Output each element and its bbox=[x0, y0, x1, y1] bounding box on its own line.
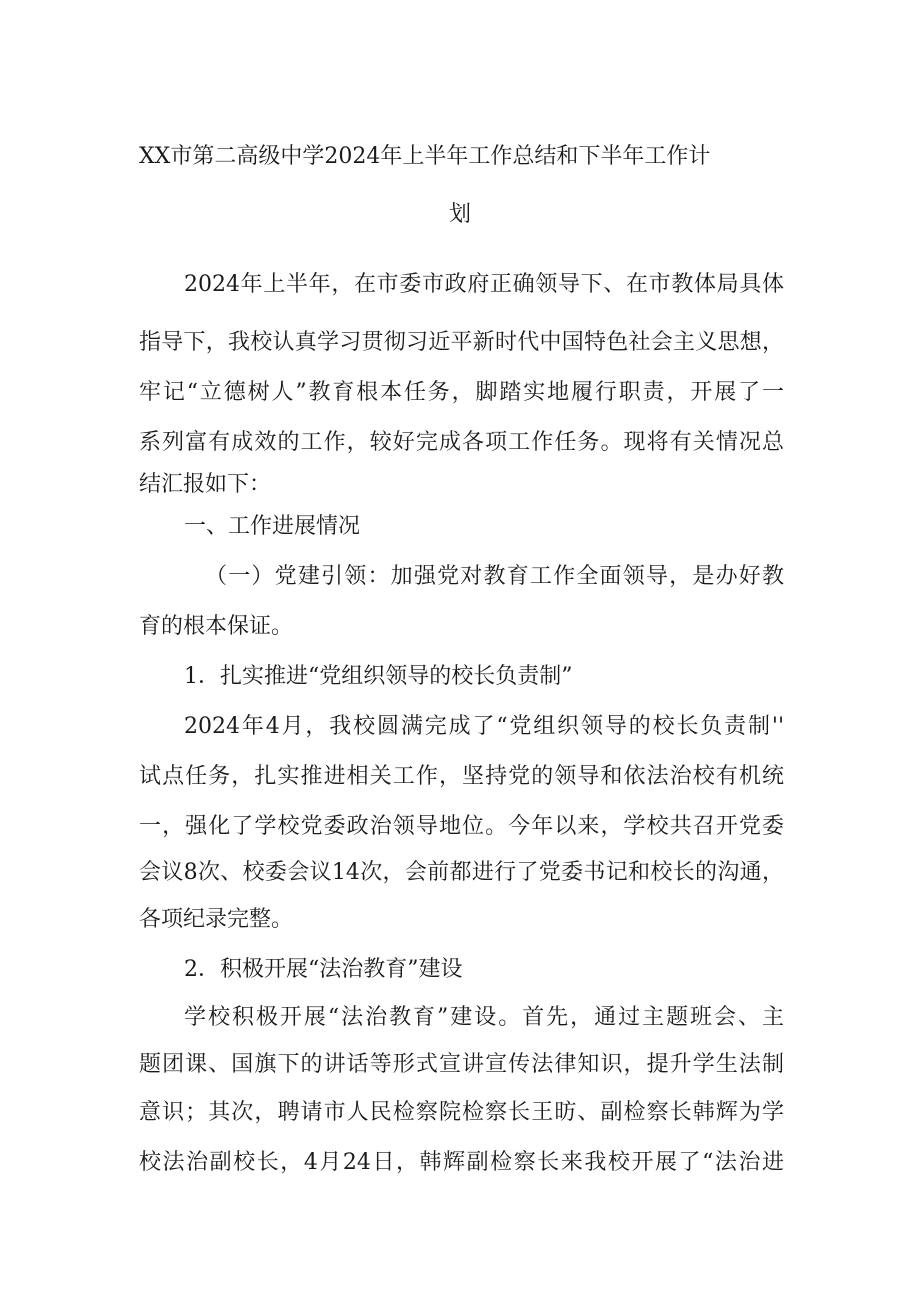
document-title-line-1: XX市第二高级中学2024年上半年工作总结和下半年工作计 bbox=[139, 144, 711, 169]
paragraph-line: 校法治副校长，4月24日，韩辉副检察长来我校开展了“法治进 bbox=[139, 1150, 784, 1175]
item-heading: 2．积极开展“法治教育”建设 bbox=[184, 957, 463, 982]
subsection-heading-line: 育的根本保证。 bbox=[139, 614, 294, 639]
document-title-line-2: 划 bbox=[448, 202, 471, 227]
paragraph-line: 指导下，我校认真学习贯彻习近平新时代中国特色社会主义思想， bbox=[139, 330, 784, 355]
paragraph-line: 学校积极开展“法治教育”建设。首先，通过主题班会、主 bbox=[184, 1005, 784, 1030]
subsection-heading-line: （一）党建引领：加强党对教育工作全面领导，是办好教 bbox=[205, 564, 784, 589]
paragraph-line: 试点任务，扎实推进相关工作，坚持党的领导和依法治校有机统 bbox=[139, 764, 784, 789]
paragraph-line: 会议8次、校委会议14次，会前都进行了党委书记和校长的沟通， bbox=[139, 860, 784, 885]
paragraph-line: 系列富有成效的工作，较好完成各项工作任务。现将有关情况总 bbox=[139, 430, 784, 455]
paragraph-line: 2024年4月，我校圆满完成了“党组织领导的校长负责制'' bbox=[184, 714, 784, 739]
item-heading: 1．扎实推进“党组织领导的校长负责制” bbox=[184, 664, 573, 689]
paragraph-line: 2024年上半年，在市委市政府正确领导下、在市教体局具体 bbox=[184, 272, 784, 297]
paragraph-line: 一，强化了学校党委政治领导地位。今年以来，学校共召开党委 bbox=[139, 814, 784, 839]
paragraph-line: 牢记“立德树人”教育根本任务，脚踏实地履行职责，开展了一 bbox=[139, 380, 784, 405]
paragraph-line: 意识；其次，聘请市人民检察院检察长王昉、副检察长韩辉为学 bbox=[139, 1100, 784, 1125]
paragraph-line: 各项纪录完整。 bbox=[139, 907, 294, 932]
paragraph-line: 结汇报如下： bbox=[139, 472, 272, 497]
paragraph-line: 题团课、国旗下的讲话等形式宣讲宣传法律知识，提升学生法制 bbox=[139, 1052, 784, 1077]
section-heading: 一、工作进展情况 bbox=[184, 514, 361, 539]
